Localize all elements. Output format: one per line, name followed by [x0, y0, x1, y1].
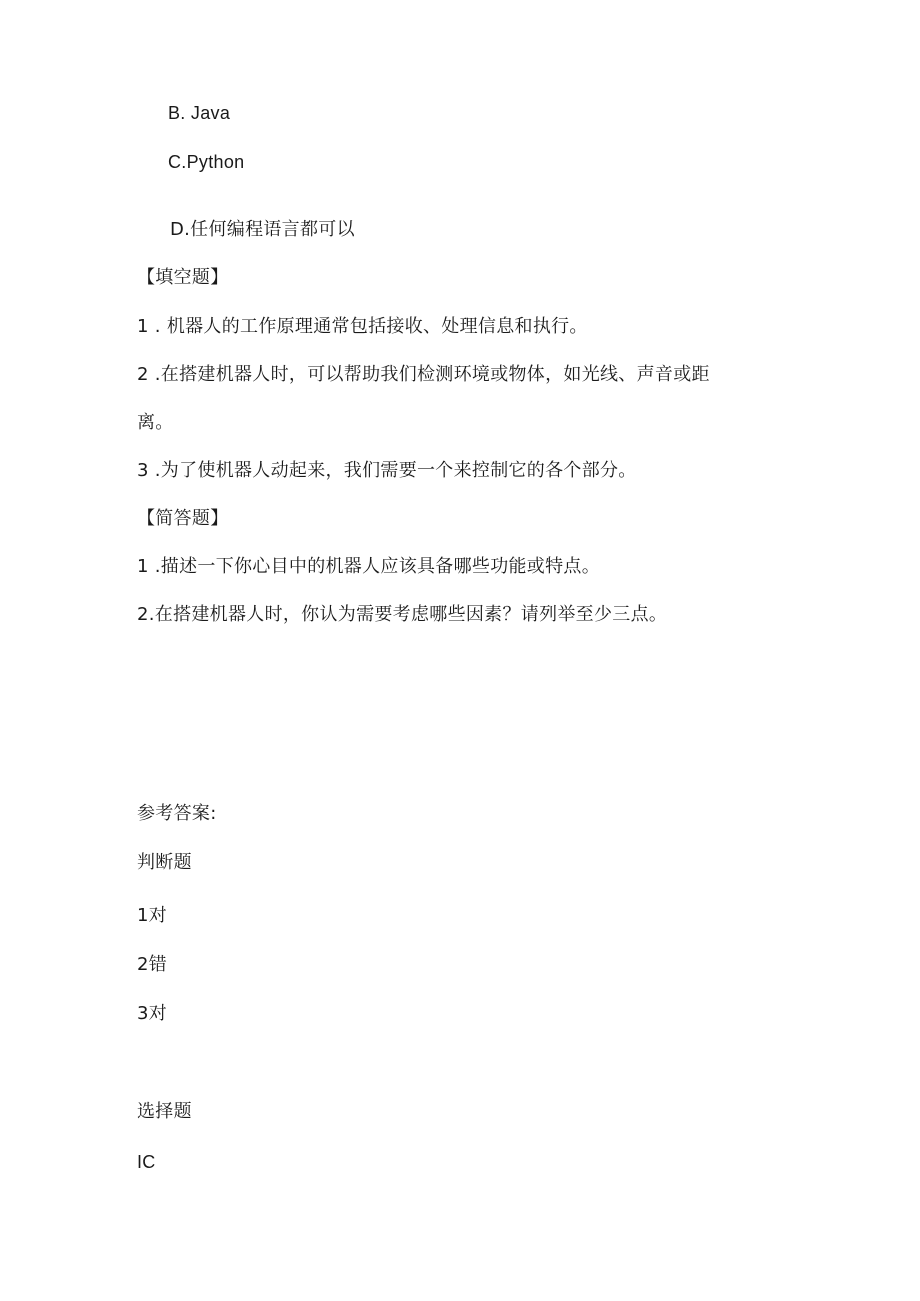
answers-heading: 参考答案:: [137, 803, 217, 824]
judge-answer-1: 1对: [137, 905, 168, 926]
fill-blank-heading: 【填空题】: [137, 267, 229, 288]
fill-blank-question-2-line-2: 离。: [137, 412, 174, 433]
short-answer-question-2: 2.在搭建机器人时，你认为需要考虑哪些因素？请列举至少三点。: [137, 604, 668, 625]
option-c: C.Python: [168, 152, 245, 172]
option-b: B. Java: [168, 103, 231, 123]
choice-answer-1: IC: [137, 1152, 156, 1172]
judge-answer-3: 3对: [137, 1003, 168, 1024]
short-answer-question-1: 1 .描述一下你心目中的机器人应该具备哪些功能或特点。: [137, 556, 600, 577]
fill-blank-question-2-line-1: 2 .在搭建机器人时，可以帮助我们检测环境或物体，如光线、声音或距: [137, 364, 710, 385]
fill-blank-question-3: 3 .为了使机器人动起来，我们需要一个来控制它的各个部分。: [137, 460, 637, 481]
judge-heading: 判断题: [137, 852, 192, 873]
choice-heading: 选择题: [137, 1101, 192, 1122]
option-d: D.任何编程语言都可以: [170, 219, 355, 240]
fill-blank-question-1: 1 . 机器人的工作原理通常包括接收、处理信息和执行。: [137, 316, 588, 337]
short-answer-heading: 【简答题】: [137, 508, 229, 529]
judge-answer-2: 2错: [137, 954, 168, 975]
